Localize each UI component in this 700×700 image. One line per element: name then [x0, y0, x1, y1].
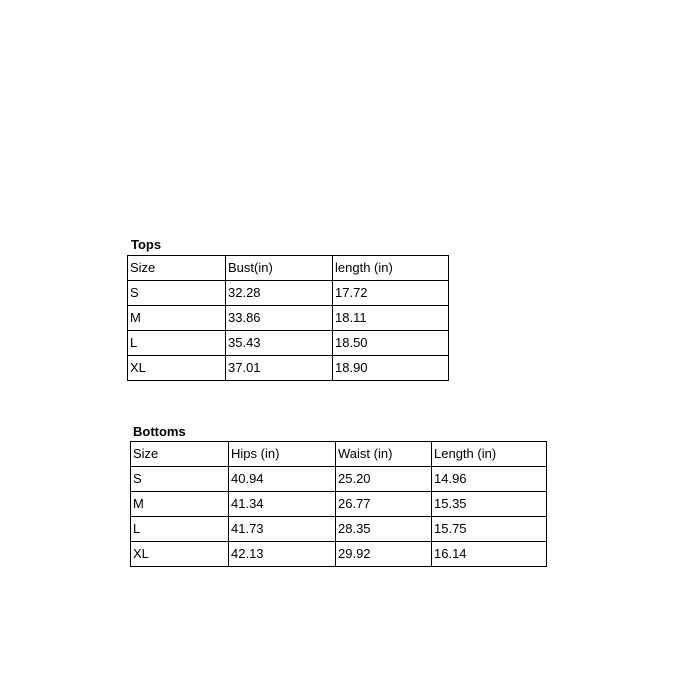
length-cell: 15.35 — [432, 492, 547, 517]
bust-cell: 32.28 — [226, 281, 333, 306]
waist-cell: 25.20 — [336, 467, 432, 492]
size-cell: M — [128, 306, 226, 331]
table-row — [131, 542, 547, 567]
table-row — [128, 281, 449, 306]
table-row — [131, 492, 547, 517]
tops-table-title: Tops — [131, 237, 162, 252]
table-row — [131, 467, 547, 492]
size-cell: L — [131, 517, 229, 542]
tops-size-table — [127, 255, 449, 381]
size-cell: S — [128, 281, 226, 306]
hips-cell: 41.73 — [229, 517, 336, 542]
bust-cell: 37.01 — [226, 356, 333, 381]
size-cell: XL — [128, 356, 226, 381]
length-cell: 14.96 — [432, 467, 547, 492]
hips-cell: 42.13 — [229, 542, 336, 567]
header-cell-waist: Waist (in) — [336, 442, 432, 467]
bust-cell: 33.86 — [226, 306, 333, 331]
header-cell-size: Size — [131, 442, 229, 467]
size-cell: M — [131, 492, 229, 517]
size-cell: L — [128, 331, 226, 356]
header-cell-bust: Bust(in) — [226, 256, 333, 281]
bust-cell: 35.43 — [226, 331, 333, 356]
header-cell-length: length (in) — [333, 256, 449, 281]
table-row — [131, 517, 547, 542]
table-row — [128, 356, 449, 381]
table-row — [128, 331, 449, 356]
hips-cell: 41.34 — [229, 492, 336, 517]
length-cell: 18.50 — [333, 331, 449, 356]
hips-cell: 40.94 — [229, 467, 336, 492]
waist-cell: 29.92 — [336, 542, 432, 567]
length-cell: 18.90 — [333, 356, 449, 381]
header-cell-size: Size — [128, 256, 226, 281]
waist-cell: 28.35 — [336, 517, 432, 542]
bottoms-size-table — [130, 441, 547, 567]
size-cell: XL — [131, 542, 229, 567]
waist-cell: 26.77 — [336, 492, 432, 517]
length-cell: 18.11 — [333, 306, 449, 331]
table-row — [128, 306, 449, 331]
size-cell: S — [131, 467, 229, 492]
header-cell-length: Length (in) — [432, 442, 547, 467]
header-cell-hips: Hips (in) — [229, 442, 336, 467]
length-cell: 17.72 — [333, 281, 449, 306]
length-cell: 16.14 — [432, 542, 547, 567]
length-cell: 15.75 — [432, 517, 547, 542]
table-header-row — [128, 256, 449, 281]
table-header-row — [131, 442, 547, 467]
bottoms-table-title: Bottoms — [133, 424, 186, 439]
